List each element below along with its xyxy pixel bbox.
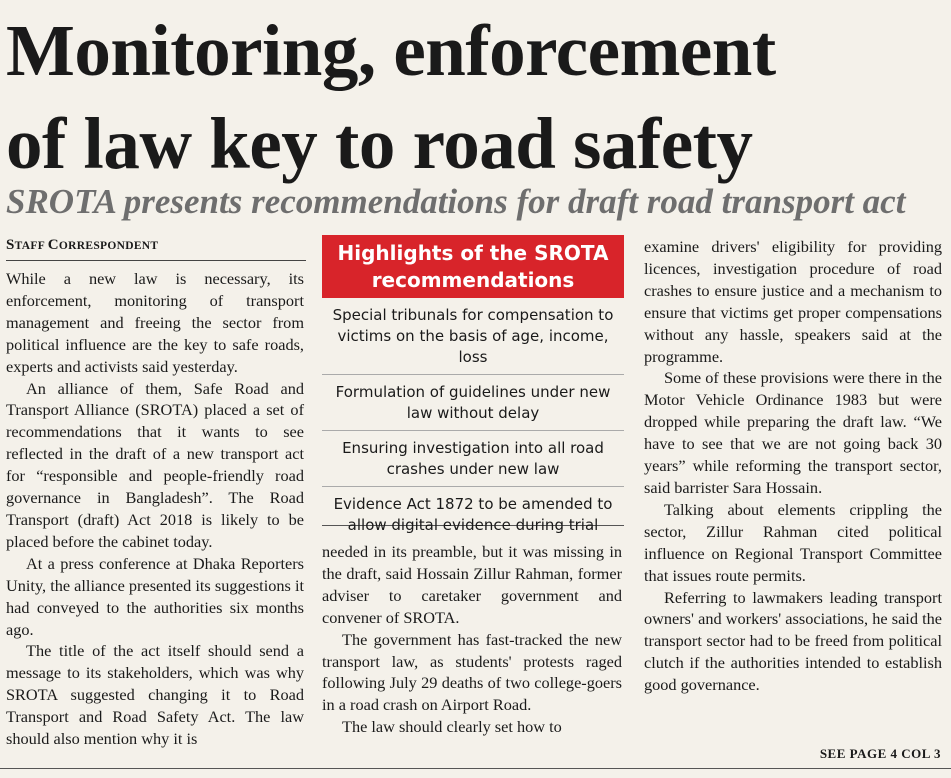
highlights-title: Highlights of the SROTA recommendations (322, 235, 624, 298)
paragraph: The law should clearly set how to (342, 717, 562, 737)
headline-line-1: Monitoring, enforcement (6, 10, 776, 91)
highlight-item: Formulation of guidelines under new law without delay (322, 375, 624, 431)
byline-initial-1: S (6, 237, 15, 253)
paragraph: At a press conference at Dhaka Reporters Unity, the alliance presented its suggestions it had conveyed to the authorities six months ago. (6, 553, 304, 639)
byline-part-2: ORRESPONDENT (58, 240, 159, 252)
headline-line-2: of law key to road safety (6, 103, 753, 184)
byline-initial-2: C (47, 237, 59, 253)
headline (6, 4, 946, 190)
highlight-item: Special tribunals for compensation to victims on the basis of age, income, loss (322, 298, 624, 375)
article-column-1 (6, 268, 304, 750)
subheadline: SROTA presents recommendations for draft road transport act (6, 182, 906, 221)
paragraph: While a new law is necessary, its enforcement, monitoring of transport management and freeing the sector from political influence are the key to safe roads, experts and activists said yesterday. (6, 269, 304, 376)
paragraph: Some of these provisions were there in the Motor Vehicle Ordinance 1983 but were dropped while preparing the draft law. “We have to see that we are not going back 30 years” while reforming the transport sector, said barrister Sara Hossain. (644, 368, 942, 497)
continuation-reference: SEE PAGE 4 COL 3 (819, 746, 941, 761)
paragraph: Referring to lawmakers leading transport owners' and workers' associations, he said the transport sector had to be freed from political clutch if the authorities intended to establish good governance. (644, 587, 942, 695)
article-column-2 (322, 541, 622, 738)
byline-part-1: TAFF (14, 240, 48, 252)
paragraph: An alliance of them, Safe Road and Transport Alliance (SROTA) placed a set of recommendations that it wants to see reflected in the draft of a new transport act for “responsible and people-friendly road governance in Bangladesh”. The Road Transport (draft) Act 2018 is likely to be placed before the cabinet today. (6, 378, 304, 551)
paragraph: examine drivers' eligibility for providing licences, investigation procedure of road crashes to ensure justice and a mechanism to ensure that victims get proper compensations without any hassle, speakers said at the programme. (644, 237, 942, 366)
paragraph: needed in its preamble, but it was missing in the draft, said Hossain Zillur Rahman, former adviser to caretaker government and convener of SROTA. (322, 542, 622, 627)
highlights-box (322, 235, 624, 534)
paragraph: Talking about elements crippling the sector, Zillur Rahman cited political influence on Regional Transport Committee that issues route permits. (644, 499, 942, 585)
paragraph: The title of the act itself should send a message to its stakeholders, which was why SROTA suggested changing it to Road Transport and Road Safety Act. The law should also mention why it is (6, 641, 304, 749)
highlight-item: Ensuring investigation into all road crashes under new law (322, 431, 624, 487)
highlight-item: Evidence Act 1872 to be amended to allow digital evidence during trial (333, 495, 613, 534)
paragraph: The government has fast-tracked the new transport law, as students' protests raged following July 29 deaths of two college-goers in a road crash on Airport Road. (322, 629, 622, 715)
article-column-3 (644, 236, 942, 696)
byline (6, 237, 306, 261)
bottom-divider (0, 768, 951, 769)
